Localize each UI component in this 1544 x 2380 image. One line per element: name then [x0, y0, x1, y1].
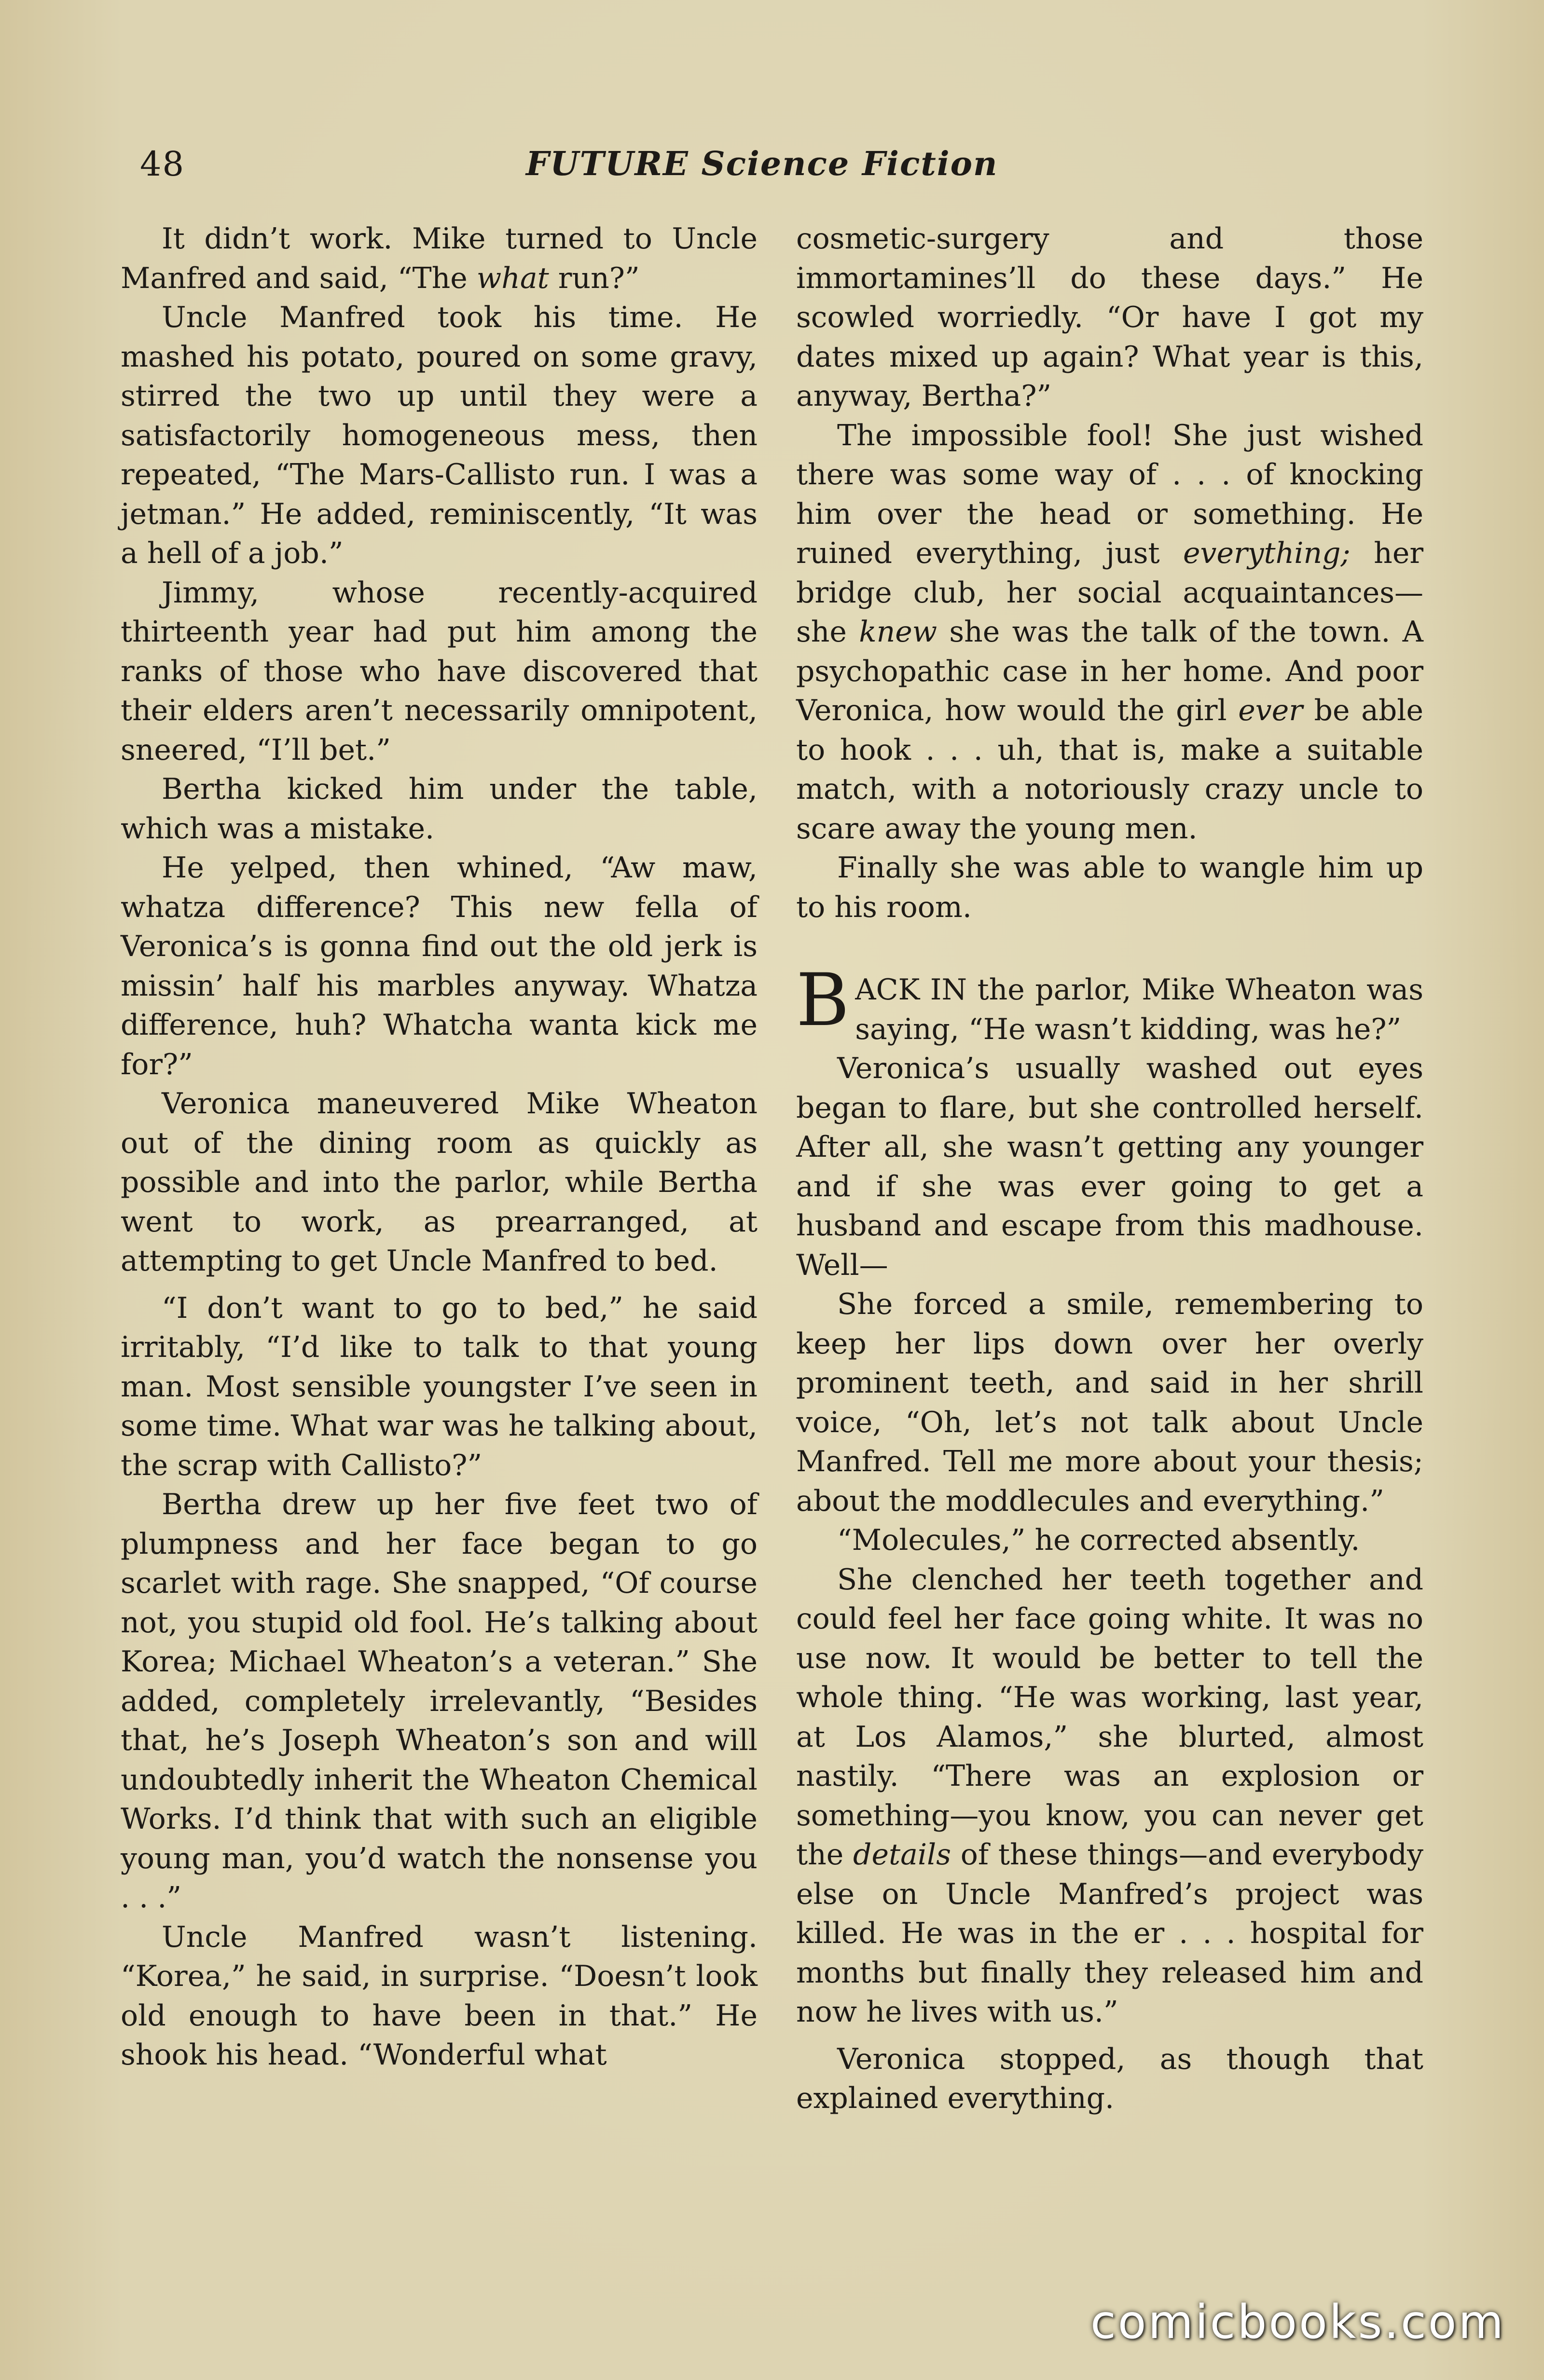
paragraph: BACK IN the parlor, Mike Wheaton was saying, “He wasn’t kidding, was he?”	[796, 958, 1423, 1046]
paragraph: He yelped, then whined, “Aw maw, whatza difference? This new fella of Veronica’s is gonna find out the old jerk is missin’ half his marbles anyway. Whatza difference, huh? Whatcha wanta kick me for?”	[121, 851, 758, 1081]
paragraph: Uncle Manfred wasn’t listening. “Korea,” he said, in surprise. “Doesn’t look old enough to have been in that.” He shook his head. “Wonderful what	[121, 1920, 758, 2072]
page-header	[140, 140, 1423, 193]
paragraph: Finally she was able to wangle him up to his room.	[796, 851, 1423, 924]
running-title: FUTURE Science Fiction	[526, 145, 998, 183]
paragraph: cosmetic-surgery and those immortamines’ll do these days.” He scowled worriedly. “Or have I got my dates mixed up again? What year is this, anyway, Bertha?”	[796, 222, 1423, 413]
section-break	[796, 927, 1423, 971]
paragraph: It didn’t work. Mike turned to Uncle Manfred and said, “The what run?”	[121, 222, 758, 295]
page-number: 48	[140, 144, 185, 184]
paragraph: “I don’t want to go to bed,” he said irritably, “I’d like to talk to that young man. Most sensible youngster I’ve seen in some time. What war was he talking about, the scrap with Callisto?”	[121, 1291, 758, 1482]
paragraph: Uncle Manfred took his time. He mashed his potato, poured on some gravy, stirred the two up until they were a satisfactorily homogeneous mess, then repeated, “The Mars-Callisto run. I was a jetman.” He added, reminiscently, “It was a hell of a job.”	[121, 301, 758, 570]
paragraph: Bertha drew up her five feet two of plumpness and her face began to go scarlet with rage. She snapped, “Of course not, you stupid old fool. He’s talking about Korea; Michael Wheaton’s a veteran.” She added, completely irrelevantly, “Besides that, he’s Joseph Wheaton’s son and will undoubtedly inherit the Wheaton Chemical Works. I’d think that with such an eligible young man, you’d watch the nonsense you . . .”	[121, 1488, 758, 1915]
source-watermark: comicbooks.com	[1090, 2295, 1505, 2349]
drop-cap: B	[796, 958, 850, 1042]
right-column	[796, 219, 1423, 2119]
paragraph: The impossible fool! She just wished there was some way of . . . of knocking him over the head or something. He ruined everything, just everything; her bridge club, her social acquaintances—she knew she was the talk of the town. A psychopathic case in her home. And poor Veronica, how would the girl ever be able to hook . . . uh, that is, make a suitable match, with a notoriously crazy uncle to scare away the young men.	[796, 418, 1424, 846]
paragraph: She clenched her teeth together and could feel her face going white. It was no use now. It would be better to tell the whole thing. “He was working, last year, at Los Alamos,” she blurted, almost nastily. “There was an explosion or something—you know, you can never get the details of these things—and everybody else on Uncle Manfred’s project was killed. He was in the er . . . hospital for months but finally they released him and now he lives with us.”	[796, 1562, 1423, 2029]
paragraph: Jimmy, whose recently-acquired thirteenth year had put him among the ranks of those who have discovered that their elders aren’t necessarily omnipotent, sneered, “I’ll bet.”	[121, 575, 758, 767]
paragraph: Veronica’s usually washed out eyes began to flare, but she controlled herself. After all, she wasn’t getting any younger and if she was ever going to get a husband and escape from this madhouse. Well—	[796, 1052, 1423, 1282]
paragraph: “Molecules,” he corrected absently.	[837, 1523, 1360, 1557]
paragraph: Veronica maneuvered Mike Wheaton out of the dining room as quickly as possible and into the parlor, while Bertha went to work, as prearranged, at attempting to get Uncle Manfred to bed.	[121, 1087, 758, 1278]
paragraph: Bertha kicked him under the table, which was a mistake.	[121, 772, 758, 846]
paragraph: She forced a smile, remembering to keep her lips down over her overly prominent teeth, and said in her shrill voice, “Oh, let’s not talk about Uncle Manfred. Tell me more about your thesis; about the moddlecules and everything.”	[796, 1287, 1423, 1518]
left-column	[121, 219, 758, 2075]
paragraph: Veronica stopped, as though that explained everything.	[796, 2042, 1423, 2115]
